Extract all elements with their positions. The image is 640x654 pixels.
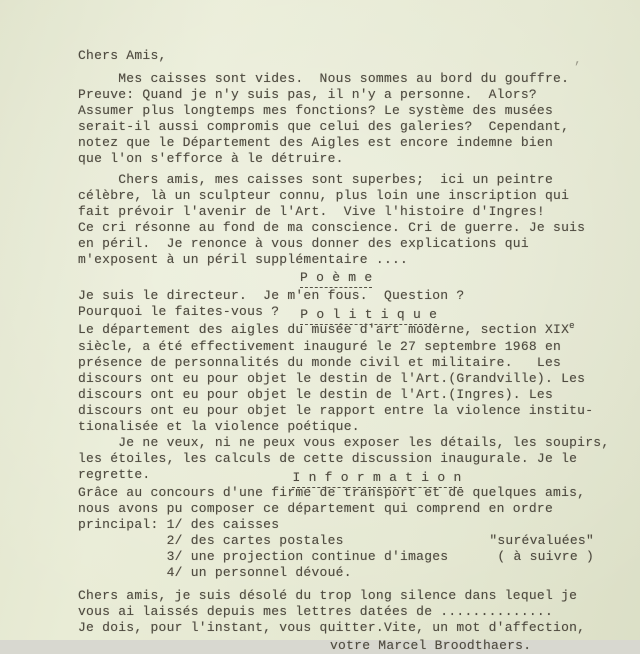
typed-line: serait-il aussi compromis que celui des galeries? Cependant, — [78, 119, 570, 134]
section-heading-row-information — [78, 467, 640, 485]
section-heading-row-poeme — [300, 270, 640, 288]
list-item-2-row — [78, 533, 594, 549]
typed-line: discours ont eu pour objet le destin de l'Art.(Grandville). Les — [78, 371, 586, 386]
typed-line: Je ne veux, ni ne peux vous exposer les détails, les soupirs, — [78, 435, 610, 450]
typed-line: m'exposent à un péril supplémentaire .... — [78, 252, 409, 267]
typed-line: tionalisée et la violence poétique. — [78, 419, 360, 434]
list-item-2-annotation: "surévaluées" — [489, 533, 594, 548]
politique-last-line: regrette. — [78, 467, 151, 482]
typed-line: principal: 1/ des caisses — [78, 517, 280, 532]
typed-line: en péril. Je renonce à vous donner des explications qui — [78, 236, 529, 251]
letter-body — [78, 48, 640, 654]
typed-line: présence de personnalités du monde civil et militaire. Les — [78, 355, 562, 370]
poeme-line-2: Pourquoi le faites-vous ? — [78, 304, 280, 319]
typed-line: fait prévoir l'avenir de l'Art. Vive l'histoire d'Ingres! — [78, 204, 545, 219]
paragraph-politique — [78, 339, 640, 467]
stray-comma-mark: , — [574, 52, 582, 67]
typed-line: Grâce au concours d'une firme de transport et de quelques amis, — [78, 485, 586, 500]
paragraph-superb-crates — [78, 172, 640, 268]
typed-line: discours ont eu pour objet le rapport entre la violence institu- — [78, 403, 594, 418]
superscript-e: e — [569, 321, 575, 331]
section-heading-poeme: P o è m e — [300, 270, 372, 288]
politique-line-1-text: Le département des aigles du musée d'art moderne, section XIX — [78, 322, 570, 337]
list-item-2: 2/ des cartes postales — [78, 533, 344, 548]
typed-line: discours ont eu pour objet le destin de l'Art.(Ingres). Les — [78, 387, 554, 402]
section-heading-information: I n f o r m a t i o n — [292, 470, 461, 488]
signature: votre Marcel Broodthaers. — [330, 638, 532, 653]
typed-line: Preuve: Quand je n'y suis pas, il n'y a personne. Alors? — [78, 87, 537, 102]
typed-line: vous ai laissés depuis mes lettres datées de .............. — [78, 604, 554, 619]
typed-line: notez que le Département des Aigles est encore indemne bien — [78, 135, 554, 150]
paragraph-museum-crisis — [78, 71, 640, 167]
typed-line: siècle, a été effectivement inauguré le 27 septembre 1968 en — [78, 339, 562, 354]
salutation: Chers Amis, — [78, 48, 167, 63]
typed-line: célèbre, là un sculpteur connu, plus loin une inscription qui — [78, 188, 570, 203]
typed-line: Je dois, pour l'instant, vous quitter.Vite, un mot d'affection, — [78, 620, 586, 635]
section-heading-row-politique — [78, 304, 640, 322]
typed-line: que l'on s'efforce à le détruire. — [78, 151, 344, 166]
typed-line: Mes caisses sont vides. Nous sommes au bord du gouffre. — [78, 71, 570, 86]
paragraph-closing — [78, 588, 640, 636]
list-item-3: 3/ une projection continue d'images — [78, 549, 449, 564]
paragraph-information — [78, 485, 640, 533]
list-item-3-row — [78, 549, 594, 565]
typed-line: les étoiles, les calculs de cette discussion inaugurale. Je le — [78, 451, 578, 466]
poeme-line-1: Je suis le directeur. Je m'en fous. Question ? — [78, 288, 465, 303]
typed-line: Chers amis, mes caisses sont superbes; ici un peintre — [78, 172, 554, 187]
section-heading-politique: P o l i t i q u e — [300, 307, 437, 325]
list-item-3-annotation: ( à suivre ) — [497, 549, 594, 564]
typed-line: Assumer plus longtemps mes fonctions? Le système des musées — [78, 103, 554, 118]
typed-line: Chers amis, je suis désolé du trop long silence dans lequel je — [78, 588, 578, 603]
typed-line: Ce cri résonne au fond de ma conscience. Cri de guerre. Je suis — [78, 220, 586, 235]
list-item-4: 4/ un personnel dévoué. — [78, 565, 352, 580]
typed-line: nous avons pu composer ce département qui comprend en ordre — [78, 501, 554, 516]
